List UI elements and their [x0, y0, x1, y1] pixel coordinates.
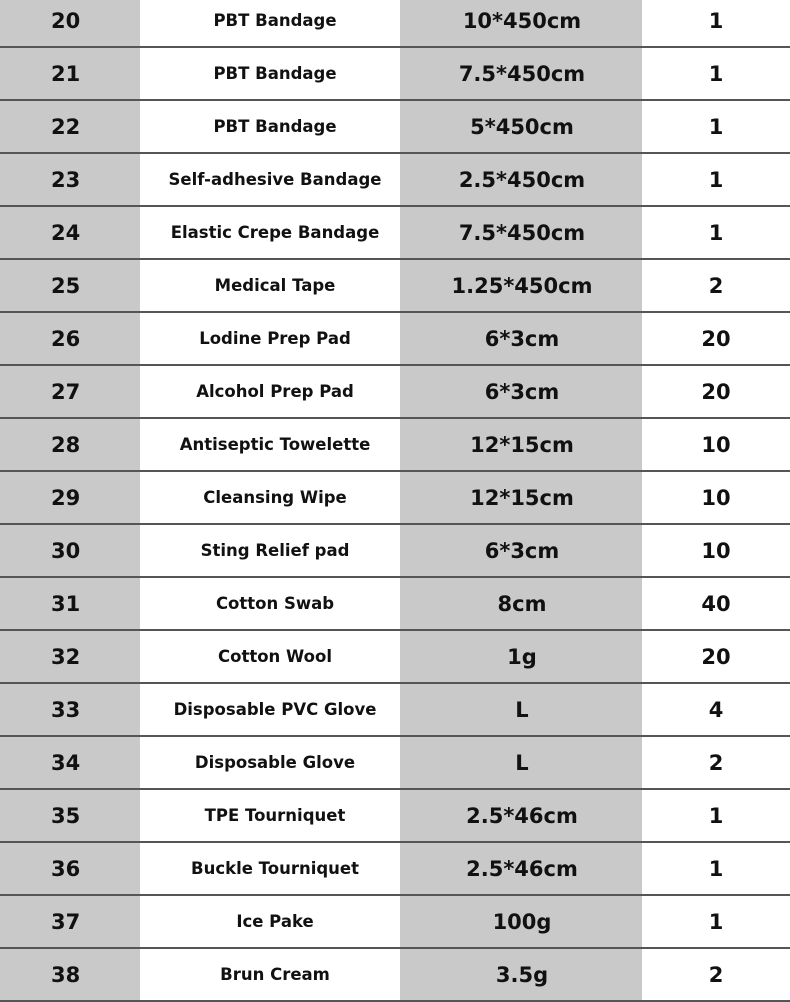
- item-size-cell: 7.5*450cm: [400, 207, 642, 258]
- item-name-cell: TPE Tourniquet: [140, 790, 400, 841]
- table-row: [0, 896, 790, 947]
- item-name-cell: PBT Bandage: [140, 0, 400, 46]
- item-qty-cell: 1: [642, 843, 790, 894]
- item-qty-cell: 1: [642, 0, 790, 46]
- table-row: [0, 313, 790, 364]
- item-size-cell: 2.5*450cm: [400, 154, 642, 205]
- table-row: [0, 260, 790, 311]
- item-qty-cell: 1: [642, 101, 790, 152]
- item-number-cell: 29: [0, 472, 140, 523]
- item-size-cell: 6*3cm: [400, 366, 642, 417]
- item-size-cell: L: [400, 684, 642, 735]
- table-row: [0, 366, 790, 417]
- item-number-cell: 22: [0, 101, 140, 152]
- item-size-cell: 1.25*450cm: [400, 260, 642, 311]
- item-qty-cell: 10: [642, 472, 790, 523]
- item-name-cell: Elastic Crepe Bandage: [140, 207, 400, 258]
- item-qty-cell: 1: [642, 48, 790, 99]
- item-size-cell: 12*15cm: [400, 419, 642, 470]
- item-name-cell: PBT Bandage: [140, 101, 400, 152]
- table-row: [0, 472, 790, 523]
- item-number-cell: 33: [0, 684, 140, 735]
- table-row: [0, 154, 790, 205]
- item-name-cell: Cleansing Wipe: [140, 472, 400, 523]
- item-size-cell: 5*450cm: [400, 101, 642, 152]
- item-number-cell: 38: [0, 949, 140, 1000]
- item-name-cell: Cotton Wool: [140, 631, 400, 682]
- table-row: [0, 631, 790, 682]
- table-row: [0, 207, 790, 258]
- table-row: [0, 419, 790, 470]
- item-number-cell: 27: [0, 366, 140, 417]
- item-qty-cell: 2: [642, 737, 790, 788]
- item-number-cell: 24: [0, 207, 140, 258]
- item-name-cell: Lodine Prep Pad: [140, 313, 400, 364]
- item-name-cell: PBT Bandage: [140, 48, 400, 99]
- table-row: [0, 843, 790, 894]
- table-row: [0, 525, 790, 576]
- item-name-cell: Sting Relief pad: [140, 525, 400, 576]
- item-qty-cell: 2: [642, 949, 790, 1000]
- item-name-cell: Disposable PVC Glove: [140, 684, 400, 735]
- item-number-cell: 32: [0, 631, 140, 682]
- item-name-cell: Cotton Swab: [140, 578, 400, 629]
- item-qty-cell: 10: [642, 419, 790, 470]
- item-qty-cell: 20: [642, 631, 790, 682]
- item-qty-cell: 4: [642, 684, 790, 735]
- item-number-cell: 31: [0, 578, 140, 629]
- item-number-cell: 21: [0, 48, 140, 99]
- item-number-cell: 30: [0, 525, 140, 576]
- item-name-cell: Self-adhesive Bandage: [140, 154, 400, 205]
- table-row: [0, 48, 790, 99]
- item-name-cell: Disposable Glove: [140, 737, 400, 788]
- table-row: [0, 101, 790, 152]
- item-number-cell: 23: [0, 154, 140, 205]
- item-number-cell: 26: [0, 313, 140, 364]
- table-row: [0, 949, 790, 1000]
- item-name-cell: Medical Tape: [140, 260, 400, 311]
- item-qty-cell: 1: [642, 207, 790, 258]
- item-size-cell: 12*15cm: [400, 472, 642, 523]
- table-row: [0, 578, 790, 629]
- table-row: [0, 790, 790, 841]
- item-number-cell: 20: [0, 0, 140, 46]
- item-size-cell: 100g: [400, 896, 642, 947]
- table-row: [0, 737, 790, 788]
- item-qty-cell: 10: [642, 525, 790, 576]
- item-number-cell: 37: [0, 896, 140, 947]
- item-qty-cell: 1: [642, 790, 790, 841]
- item-size-cell: 6*3cm: [400, 525, 642, 576]
- table-row: [0, 0, 790, 46]
- item-name-cell: Ice Pake: [140, 896, 400, 947]
- item-size-cell: 1g: [400, 631, 642, 682]
- item-qty-cell: 20: [642, 366, 790, 417]
- item-number-cell: 35: [0, 790, 140, 841]
- item-qty-cell: 2: [642, 260, 790, 311]
- item-name-cell: Antiseptic Towelette: [140, 419, 400, 470]
- item-size-cell: 7.5*450cm: [400, 48, 642, 99]
- item-size-cell: 8cm: [400, 578, 642, 629]
- item-qty-cell: 1: [642, 154, 790, 205]
- item-size-cell: 6*3cm: [400, 313, 642, 364]
- item-qty-cell: 20: [642, 313, 790, 364]
- item-qty-cell: 40: [642, 578, 790, 629]
- item-size-cell: 3.5g: [400, 949, 642, 1000]
- item-size-cell: 10*450cm: [400, 0, 642, 46]
- item-name-cell: Alcohol Prep Pad: [140, 366, 400, 417]
- item-number-cell: 34: [0, 737, 140, 788]
- item-name-cell: Brun Cream: [140, 949, 400, 1000]
- item-number-cell: 28: [0, 419, 140, 470]
- item-number-cell: 36: [0, 843, 140, 894]
- item-number-cell: 25: [0, 260, 140, 311]
- table-row: [0, 684, 790, 735]
- item-size-cell: 2.5*46cm: [400, 843, 642, 894]
- item-size-cell: 2.5*46cm: [400, 790, 642, 841]
- item-size-cell: L: [400, 737, 642, 788]
- item-qty-cell: 1: [642, 896, 790, 947]
- item-name-cell: Buckle Tourniquet: [140, 843, 400, 894]
